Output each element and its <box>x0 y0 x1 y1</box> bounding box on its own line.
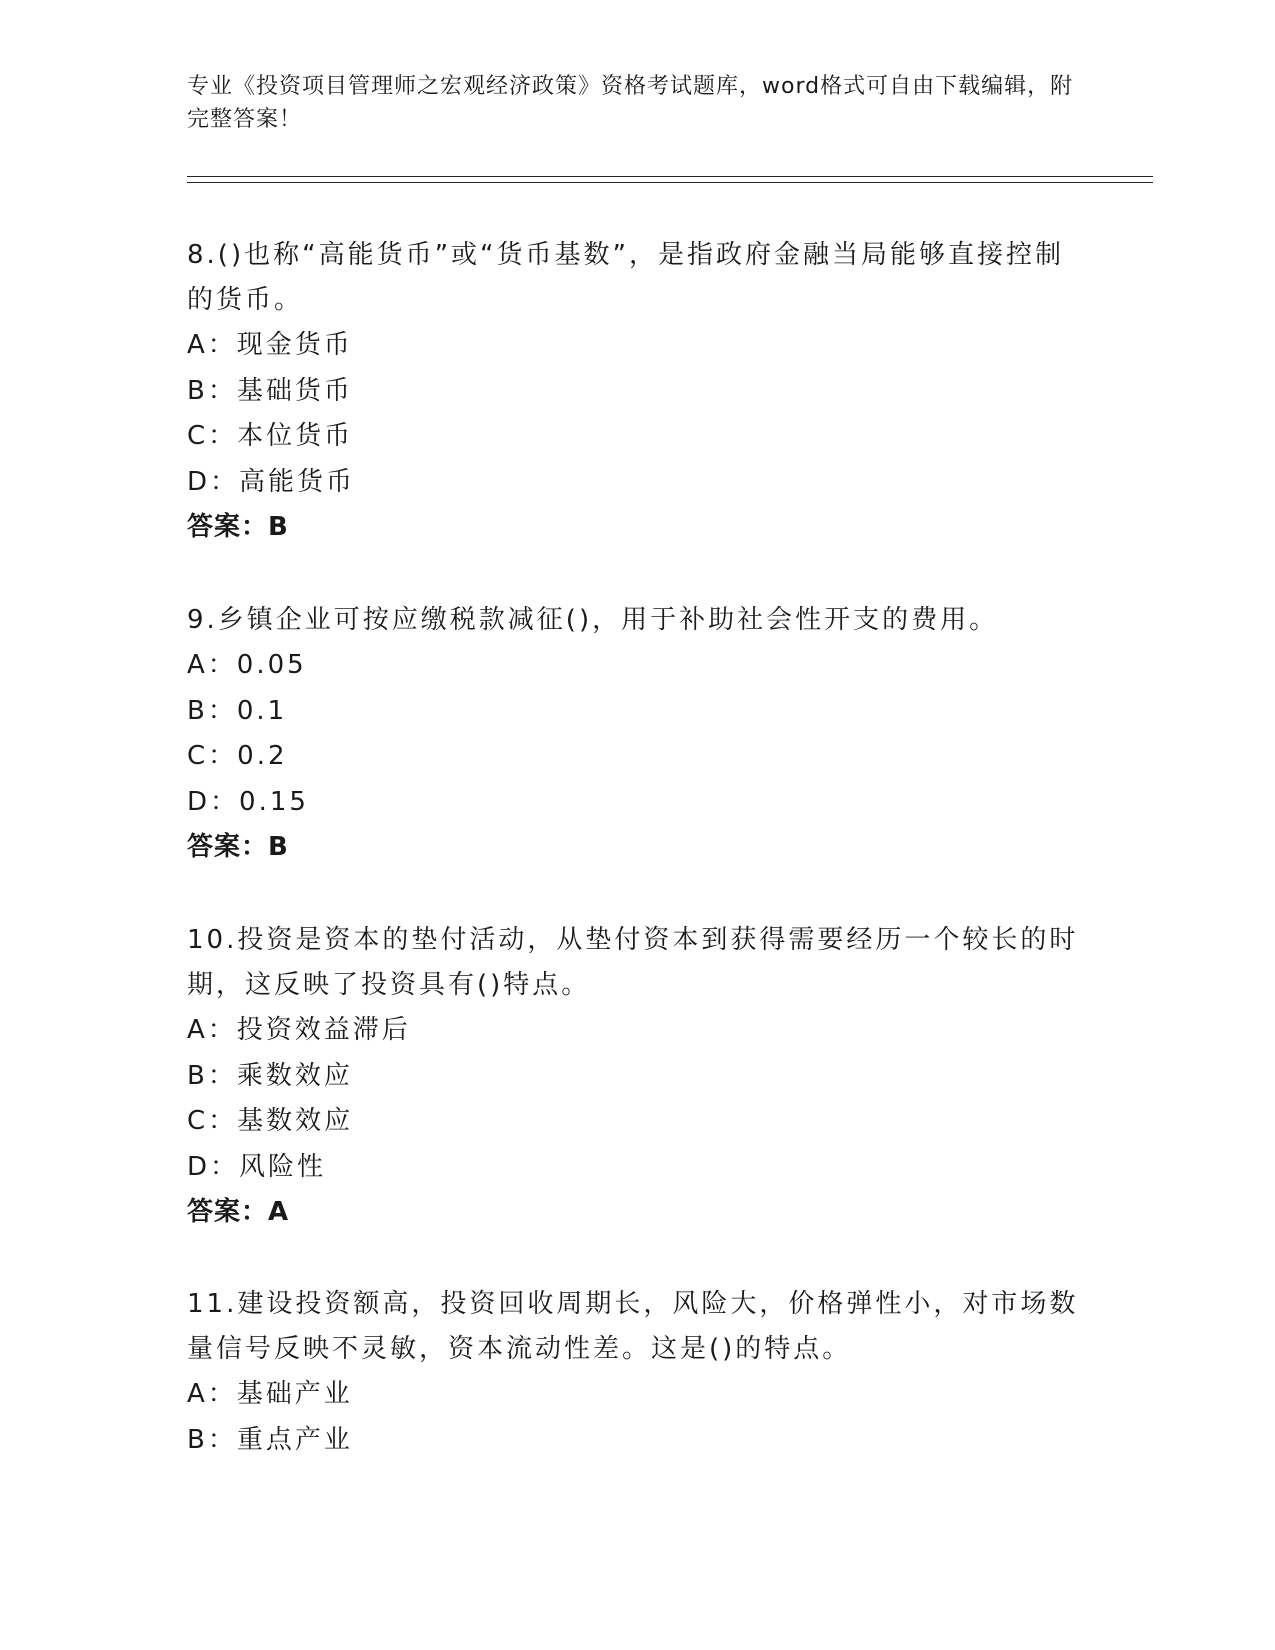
document-header: 专业《投资项目管理师之宏观经济政策》资格考试题库，word格式可自由下载编辑，附完整答案！ <box>187 74 1074 132</box>
question-text: 10.投资是资本的垫付活动，从垫付资本到获得需要经历一个较长的时期，这反映了投资具有()特点。 <box>187 925 1079 1000</box>
question-8 <box>187 233 1087 550</box>
answer-label: 答案：B <box>187 512 289 542</box>
answer-label: 答案：A <box>187 1197 290 1227</box>
question-text: 8.()也称“高能货币”或“货币基数”，是指政府金融当局能够直接控制的货币。 <box>187 240 1064 315</box>
option-a: A：基础产业 <box>187 1379 353 1409</box>
option-c: C：基数效应 <box>187 1106 354 1136</box>
option-b: B：乘数效应 <box>187 1060 353 1091</box>
question-10 <box>187 918 1087 1235</box>
option-a: A：0.05 <box>187 650 307 680</box>
question-11 <box>187 1282 1087 1463</box>
header-divider-bottom <box>187 182 1153 183</box>
option-d: D：高能货币 <box>187 466 356 497</box>
question-text: 11.建设投资额高，投资回收周期长，风险大，价格弹性小，对市场数量信号反映不灵敏，资本流动性差。这是()的特点。 <box>187 1289 1079 1364</box>
question-text: 9.乡镇企业可按应缴税款减征()，用于补助社会性开支的费用。 <box>187 605 999 635</box>
option-d: D：0.15 <box>187 786 309 817</box>
option-b: B：基础货币 <box>187 375 353 406</box>
option-c: C：0.2 <box>187 741 288 771</box>
option-c: C：本位货币 <box>187 421 354 451</box>
option-d: D：风险性 <box>187 1151 327 1182</box>
question-9 <box>187 598 1087 870</box>
answer-label: 答案：B <box>187 832 289 862</box>
header-divider-top <box>187 176 1153 177</box>
option-a: A：投资效益滞后 <box>187 1015 411 1045</box>
option-a: A：现金货币 <box>187 330 353 360</box>
option-b: B：重点产业 <box>187 1424 353 1455</box>
option-b: B：0.1 <box>187 695 288 726</box>
